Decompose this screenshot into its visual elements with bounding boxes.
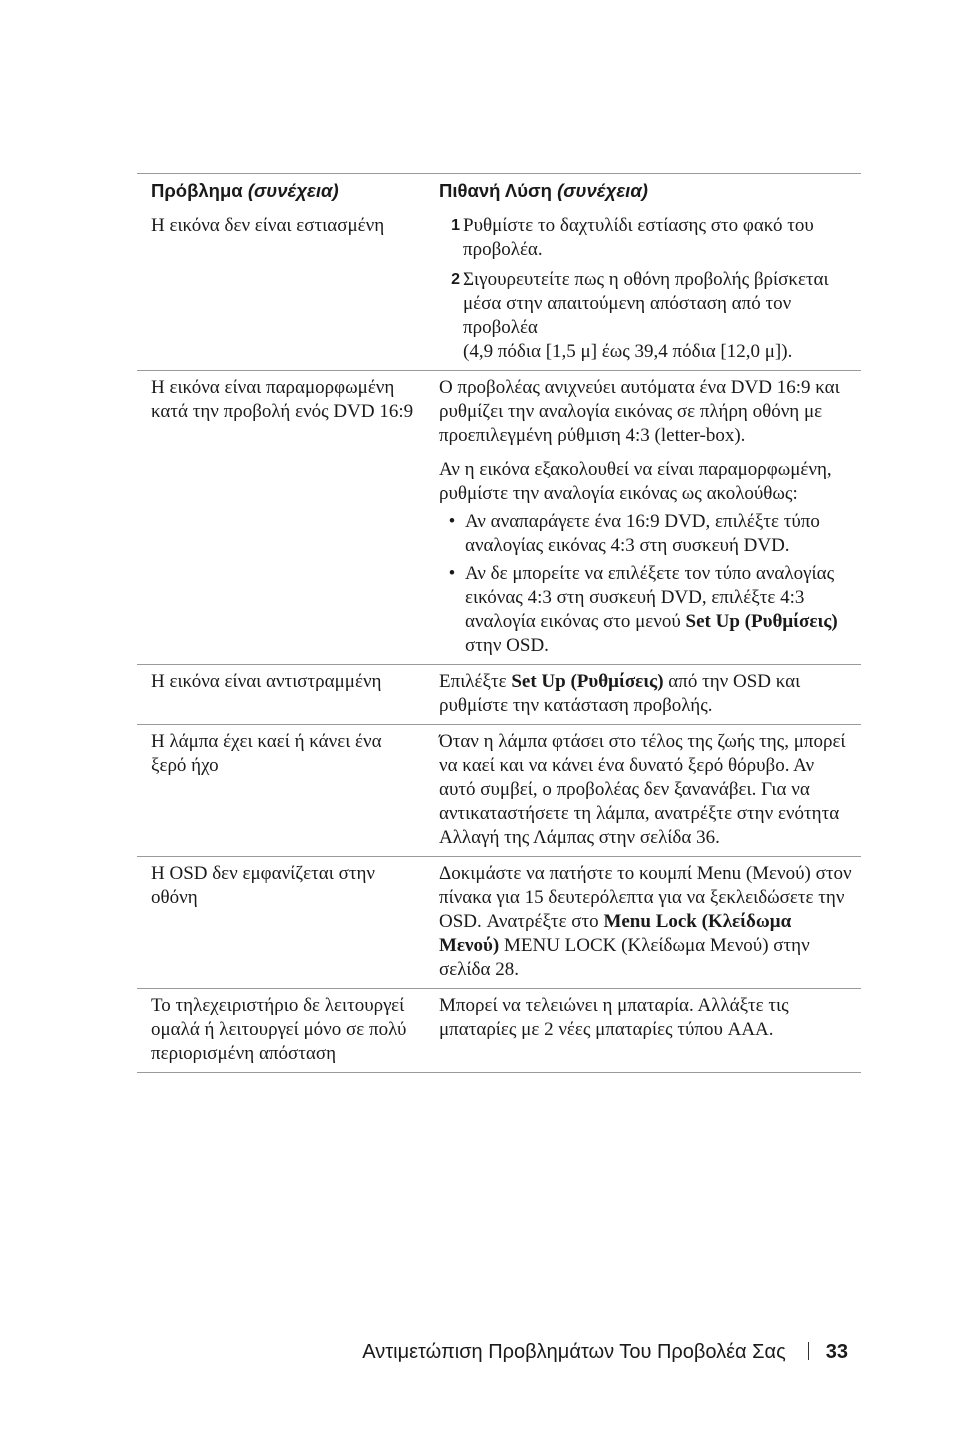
list-item-text-pre: Αν δε μπορείτε να επιλέξετε τον τύπο αναλογίας εικόνας 4:3 στη συσκευή DVD, επιλέξτε 4:3 αναλογία εικόνας στο μενού [465,563,835,632]
footer-divider [808,1342,809,1360]
table-row [137,209,861,371]
problem-cell: Η εικόνα είναι παραμορφωμένη κατά την προβολή ενός DVD 16:9 [151,377,414,422]
solution-cell: Όταν η λάμπα φτάσει στο τέλος της ζωής της, μπορεί να καεί και να κάνει ένα δυνατό ξερό θόρυβο. Αν αυτό συμβεί, ο προβολέας δεν ξανανάβει. Για να αντικαταστήσετε τη λάμπα, ανατρέξτε στην ενότητα Αλλαγή της Λάμπας στην σελίδα 36. [439,731,846,848]
bullet-icon: • [448,511,456,532]
step-text [463,268,853,364]
solution-text-pre: Δοκιμάστε να πατήστε το κουμπί Menu (Μενού) στον πίνακα για 15 δευτερόλεπτα για να ξεκλειδώσετε την OSD. Ανατρέξτε στο [439,863,852,932]
solution-paragraph-text: Αν η εικόνα εξακολουθεί να είναι παραμορφωμένη, ρυθμίστε την αναλογία εικόνας ως ακολούθως: [439,459,832,504]
solution-text-post: MENU LOCK (Κλείδωμα Μενού) στην σελίδα 28. [439,935,810,980]
solution-text-post: από την OSD και ρυθμίστε την κατάσταση προβολής. [439,671,801,716]
problem-cell: Η λάμπα έχει καεί ή κάνει ένα ξερό ήχο [151,731,382,776]
table-row [137,857,861,989]
problem-cell: Η εικόνα δεν είναι εστιασμένη [151,215,385,236]
page-number: 33 [825,1341,848,1363]
footer-section-title: Αντιμετώπιση Προβλημάτων Του Προβολέα Σας [362,1341,786,1363]
header-problem [137,174,427,209]
list-item [439,510,853,558]
step-text: Ρυθμίστε το δαχτυλίδι εστίασης στο φακό του προβολέα. [463,215,814,260]
header-solution [427,174,861,209]
menu-name-bold: Set Up (Ρυθμίσεις) [685,611,838,632]
bullet-icon: • [448,563,456,584]
solution-cell [439,862,853,982]
list-item [439,562,853,658]
header-solution-label: Πιθανή Λύση [439,180,552,201]
step-number: 1 [451,217,460,234]
solution-cell [439,670,853,718]
step-number: 2 [451,271,460,288]
header-problem-cont: (συνέχεια) [247,180,339,201]
solution-paragraph [439,458,853,506]
solution-cell: Μπορεί να τελειώνει η μπαταρία. Αλλάξτε τις μπαταρίες με 2 νέες μπαταρίες τύπου AAA. [439,995,789,1040]
menu-name-bold: Set Up (Ρυθμίσεις) [511,671,664,692]
step-text-range: (4,9 πόδια [1,5 μ] έως 39,4 πόδια [12,0 μ]). [463,341,793,362]
table-row [137,665,861,725]
troubleshooting-table [137,173,861,1073]
solution-cell [439,214,853,364]
problem-cell: Η OSD δεν εμφανίζεται στην οθόνη [151,863,375,908]
list-item-text [465,562,853,658]
step-text-main: Σιγουρευτείτε πως η οθόνη προβολής βρίσκεται μέσα στην απαιτούμενη απόσταση από τον προβολέα [463,269,829,338]
solution-paragraph: Ο προβολέας ανιχνεύει αυτόματα ένα DVD 16:9 και ρυθμίζει την αναλογία εικόνας σε πλήρη οθόνη με προεπιλεγμένη ρύθμιση 4:3 (letter-box). [439,377,840,446]
solution-text-pre: Επιλέξτε [439,671,512,692]
solution-step [439,268,853,364]
list-item-text-post: στην OSD. [465,635,549,656]
table-row [137,989,861,1073]
list-item-text: Αν αναπαράγετε ένα 16:9 DVD, επιλέξτε τύπο αναλογίας εικόνας 4:3 στη συσκευή DVD. [465,511,820,556]
problem-cell: Η εικόνα είναι αντιστραμμένη [151,671,382,692]
header-problem-label: Πρόβλημα [151,180,243,201]
table-header [137,174,861,209]
solution-step [439,214,853,262]
table-row [137,725,861,857]
table-row [137,371,861,665]
solution-cell [439,376,853,658]
header-solution-cont: (συνέχεια) [557,180,648,201]
problem-cell: Το τηλεχειριστήριο δε λειτουργεί ομαλά ή λειτουργεί μόνο σε πολύ περιορισμένη απόσταση [151,995,407,1064]
menu-name-bold: Menu Lock (Κλείδωμα Μενού) [439,911,792,956]
page-footer [0,1338,848,1366]
